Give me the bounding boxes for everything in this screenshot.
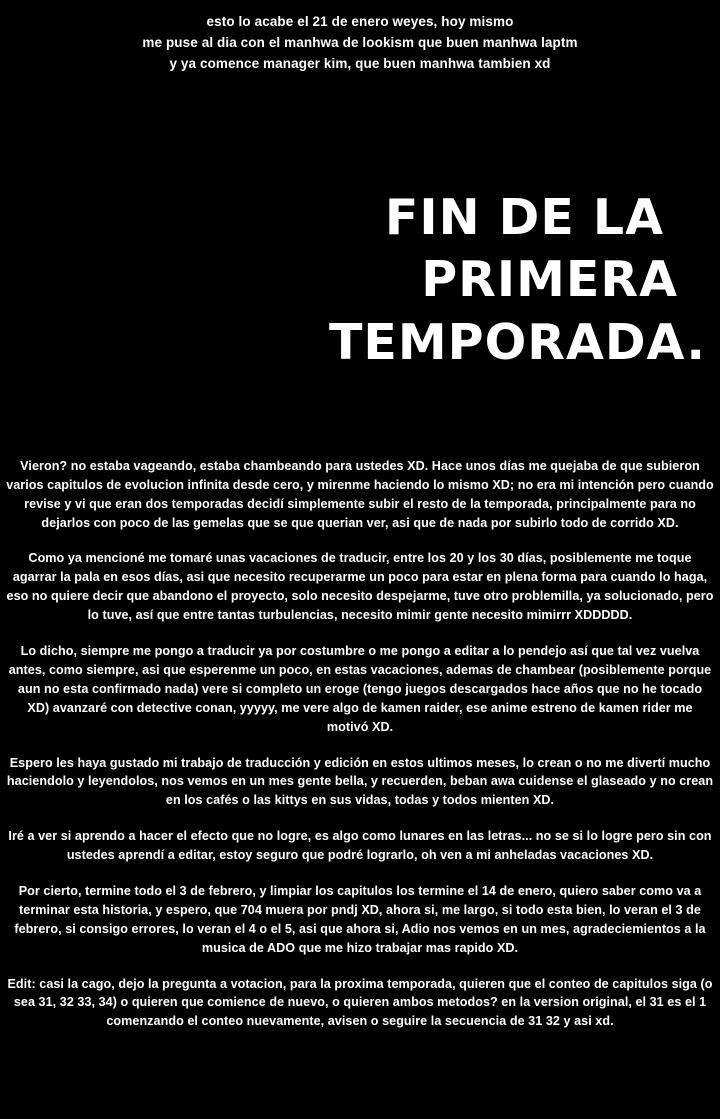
note-paragraph-2: Como ya mencioné me tomaré unas vacaciones de traducir, entre los 20 y los 30 días, posiblemente me toque agarrar la pala en esos días, asi que necesito recuperarme un poco para estar en plena forma para cuando lo haga, eso no quiere decir que abandono el proyecto, solo necesito despejarme, tuve otro problemilla, ya solucionado, pero lo tuve, así que entre tantas turbulencias, necesito mimir gente necesito mimirrr XDDDDD. [6, 551, 714, 623]
note-paragraph-1: Vieron? no estaba vageando, estaba chambeando para ustedes XD. Hace unos días me quejaba de que subieron varios capitulos de evolucion infinita desde cero, y mirenme haciendo lo mismo XD; no era mi intención pero cuando revise y vi que eran dos temporadas decidí simplemente subir el resto de la temporada, principalmente para no dejarlos con poco de las gemelas que se que querian ver, asi que de nada por subirlo todo de corrido XD. [6, 458, 714, 530]
title-line-3: TEMPORADA. [329, 314, 706, 372]
note-paragraph-3: Lo dicho, siempre me pongo a traducir ya por costumbre o me pongo a editar a lo pendejo así que tal vez vuelva antes, como siempre, asi que esperenme un poco, en estas vacaciones, ademas de chambear (posiblemente porque aun no esta confirmado nada) vere si completo un eroge (tengo juegos descargados hace años que no he tocado XD) avanzaré con detective conan, yyyyy, me vere algo de kamen raider, ese anime estreno de kamen rider me motivó XD. [8, 644, 712, 734]
top-note [0, 0, 720, 75]
note-paragraph-4: Espero les haya gustado mi trabajo de traducción y edición en estos ultimos meses, lo crean o no me divertí mucho haciendolo y leyendolos, nos vemos en un mes gente bella, y recuerden, beban awa cuidense el glaseado y no crean en los cafés o las kittys en sus vidas, todas y todos mienten XD. [6, 755, 714, 808]
note-paragraph-7: Edit: casi la cago, dejo la pregunta a votacion, para la proxima temporada, quieren que el conteo de capitulos siga (o sea 31, 32 33, 34) o quieren que comience de nuevo, o quieren ambos metodos? en la version original, el 31 es el 1 comenzando el conteo nuevamente, avisen o seguire la secuencia de 31 32 y asi xd. [7, 976, 713, 1029]
top-note-line-2: me puse al dia con el manhwa de lookism que buen manhwa laptm [142, 34, 578, 50]
note-paragraph-5: Iré a ver si aprendo a hacer el efecto que no logre, es algo como lunares en las letras... no se si lo logre pero sin con ustedes aprendí a editar, estoy seguro que podré lograrlo, oh ven a mi anheladas vacaciones XD. [8, 829, 712, 863]
title-line-1: FIN DE LA [384, 188, 664, 246]
note-paragraph-6: Por cierto, termine todo el 3 de febrero, y limpiar los capitulos los termine el 14 de enero, quiero saber como va a terminar esta historia, y espero, que 704 muera por pndj XD, ahora si, me largo, si todo esta bien, lo veran el 3 de febrero, si consigo errores, lo veran el 4 o el 5, asi que ahora si, Adio nos vemos en un mes, agradeciemientos a la musica de ADO que me hizo trabajar mas rapido XD. [14, 883, 706, 955]
season-end-title [0, 187, 720, 375]
top-note-line-1: esto lo acabe el 21 de enero weyes, hoy mismo [206, 14, 514, 29]
translator-notes [0, 457, 720, 1031]
top-note-line-3: y ya comence manager kim, que buen manhwa tambien xd [169, 55, 551, 71]
title-line-2: PRIMERA [421, 251, 678, 309]
